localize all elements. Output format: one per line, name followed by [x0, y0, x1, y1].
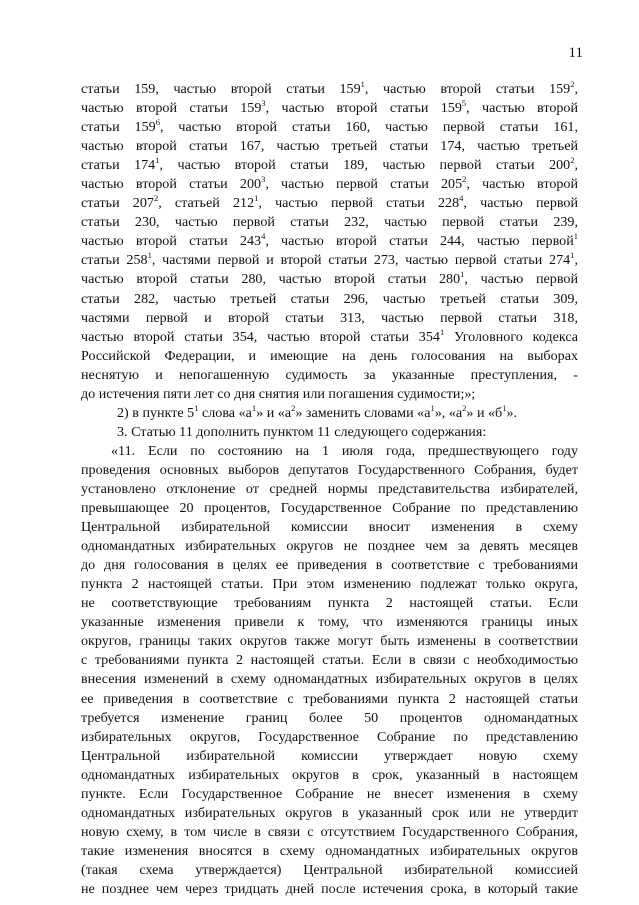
text-line: статьи 230, частью первой статьи 232, частью первой статьи 239, — [81, 214, 578, 231]
superscript-index: 1 — [573, 231, 578, 242]
superscript-index: 2 — [462, 174, 467, 185]
superscript-index: 4 — [459, 193, 464, 204]
superscript-index: 1 — [570, 250, 575, 261]
body-text — [81, 80, 578, 899]
text-line: статьи 282, частью третьей статьи 296, частью третьей статьи 309, — [81, 290, 578, 307]
text-line: не позднее чем через тридцать дней после истечения срока, в который такие — [81, 880, 578, 897]
paragraph — [81, 423, 578, 442]
text-line: избирательных округов, Государственное Собрание по представлению — [81, 728, 578, 745]
text-line: такие изменения вносятся в схему одномандатных избирательных округов — [81, 842, 578, 859]
text-line: (такая схема утверждается) Центральной избирательной комиссией — [81, 861, 578, 878]
text-line: с требованиями пункта 2 настоящей статьи. Если в связи с необходимостью — [81, 652, 578, 669]
superscript-index: 1 — [430, 402, 435, 413]
superscript-index: 1 — [254, 193, 259, 204]
superscript-index: 1 — [194, 402, 199, 413]
text-line: округов, границы таких округов также могут быть изменены в соответствии — [81, 633, 578, 650]
text-line: не соответствующие требованиям пункта 2 настоящей статьи. Если — [81, 595, 578, 612]
text-line: статьи $159^6$, частью второй статьи 160, частью первой статьи 161, — [81, 117, 578, 136]
text-line: новую схему, в том числе в связи с отсутствием Государственного Собрания, — [81, 823, 578, 840]
text-line: ее приведения в соответствие с требованиями пункта 2 настоящей статьи — [81, 690, 578, 707]
superscript-index: 2 — [291, 402, 296, 413]
text-line: частью второй статьи 354, частью второй статьи $354^1$ Уголовного кодекса — [81, 326, 579, 345]
text-line: одномандатных избирательных округов в срок, указанный в настоящем — [81, 766, 578, 783]
superscript-index: 1 — [460, 269, 465, 280]
text-line: 2) в пункте $5^1$ слова «$а^1$» и «$а^2$» заменить словами «$а^1$», «$а^2$» и «$б^1$». — [117, 402, 518, 421]
text-line: одномандатных избирательных округов не позднее чем за девять месяцев — [81, 538, 578, 555]
superscript-index: 1 — [147, 250, 152, 261]
superscript-index: 3 — [261, 174, 266, 185]
text-line: частью второй статьи $159^3$, частью второй статьи $159^5$, частью второй — [81, 98, 579, 117]
text-line: статьи $174^1$, частью второй статьи 189, частью первой статьи $200^2$, — [81, 155, 578, 174]
superscript-index: 5 — [461, 98, 467, 109]
superscript-index: 2 — [153, 193, 159, 204]
superscript-index: 1 — [502, 402, 507, 413]
paragraph — [81, 404, 578, 423]
text-line: статьи $258^1$, частями первой и второй статьи 273, частью первой статьи $274^1$, — [81, 250, 578, 269]
superscript-index: 2 — [462, 402, 467, 413]
text-line: частями первой и второй статьи 313, частью первой статьи 318, — [81, 309, 578, 326]
superscript-index: 2 — [570, 79, 575, 89]
superscript-index: 4 — [261, 231, 266, 242]
text-line: проведения основных выборов депутатов Государственного Собрания, будет — [81, 461, 578, 478]
text-line: превышающее 20 процентов, Государственное Собрание по представлению — [81, 500, 578, 517]
text-line: внесения изменений в схему одномандатных избирательных округов в целях — [81, 671, 578, 688]
text-line: 3. Статью 11 дополнить пунктом 11 следующего содержания: — [117, 423, 487, 440]
text-line: до дня голосования в целях ее приведения в соответствие с требованиями — [81, 557, 578, 574]
text-line: установлено отклонение от средней нормы представительства избирателей, — [81, 480, 578, 497]
superscript-index: 1 — [360, 79, 365, 89]
superscript-index: 1 — [251, 402, 257, 413]
page-number: 11 — [568, 45, 583, 61]
paragraph — [81, 80, 578, 404]
superscript-index: 6 — [155, 117, 160, 128]
text-line: требуется изменение границ более 50 процентов одномандатных — [81, 709, 578, 726]
text-line: частью второй статьи 167, частью третьей статьи 174, частью третьей — [81, 138, 578, 155]
text-line: частью второй статьи $243^4$, частью второй статьи 244, частью первой$^1$ — [81, 231, 578, 250]
text-line: до истечения пяти лет со дня снятия или погашения судимости;»; — [81, 385, 476, 402]
superscript-index: 3 — [261, 98, 266, 109]
superscript-index: 1 — [439, 326, 445, 337]
text-line: Центральной избирательной комиссии вносит изменения в схему — [81, 519, 578, 536]
text-line: частью второй статьи 280, частью второй статьи $280^1$, частью первой — [81, 269, 579, 288]
paragraph — [81, 442, 578, 899]
superscript-index: 1 — [155, 155, 160, 166]
text-line: указанные изменения привели к тому, что изменяются границы иных — [81, 614, 578, 631]
text-line: Российской Федерации, и имеющие на день голосования на выборах — [81, 347, 578, 364]
text-line: частью второй статьи $200^3$, частью первой статьи $205^2$, частью второй — [81, 174, 579, 193]
text-line: пункте. Если Государственное Собрание не внесет изменения в схему — [81, 785, 578, 802]
superscript-index: 2 — [570, 155, 575, 166]
text-line: статьи 159, частью второй статьи $159^1$, частью второй статьи $159^2$, — [81, 79, 578, 97]
text-line: одномандатных избирательных округов в указанный срок или не утвердит — [81, 804, 578, 821]
text-line: неснятую и непогашенную судимость за указанные преступления, - — [81, 366, 578, 383]
text-line: «11. Если по состоянию на 1 июля года, предшествующего году — [111, 442, 578, 459]
text-line: статьи $207^2$, статьей $212^1$, частью первой статьи $228^4$, частью первой — [81, 193, 579, 212]
text-line: Центральной избирательной комиссии утверждает новую схему — [81, 747, 578, 764]
text-line: пункта 2 настоящей статьи. При этом изменению подлежат только округа, — [81, 576, 578, 593]
